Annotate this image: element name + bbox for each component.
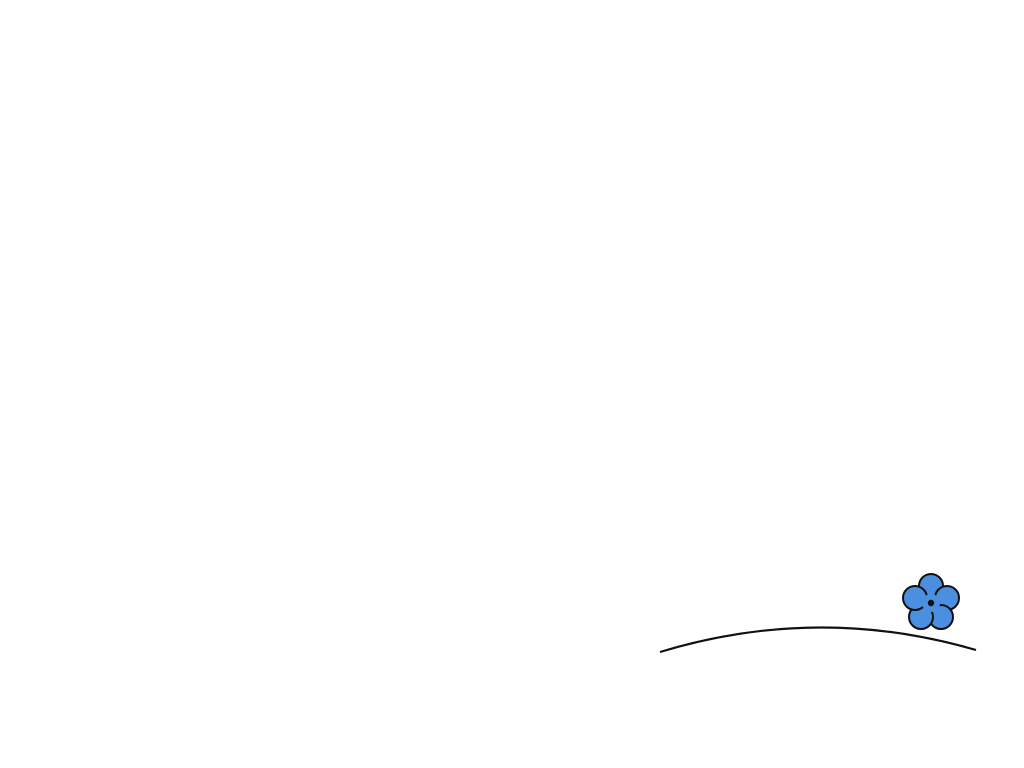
logo-swoosh [660, 627, 976, 652]
flower-icon [903, 574, 959, 629]
logo [658, 570, 978, 656]
